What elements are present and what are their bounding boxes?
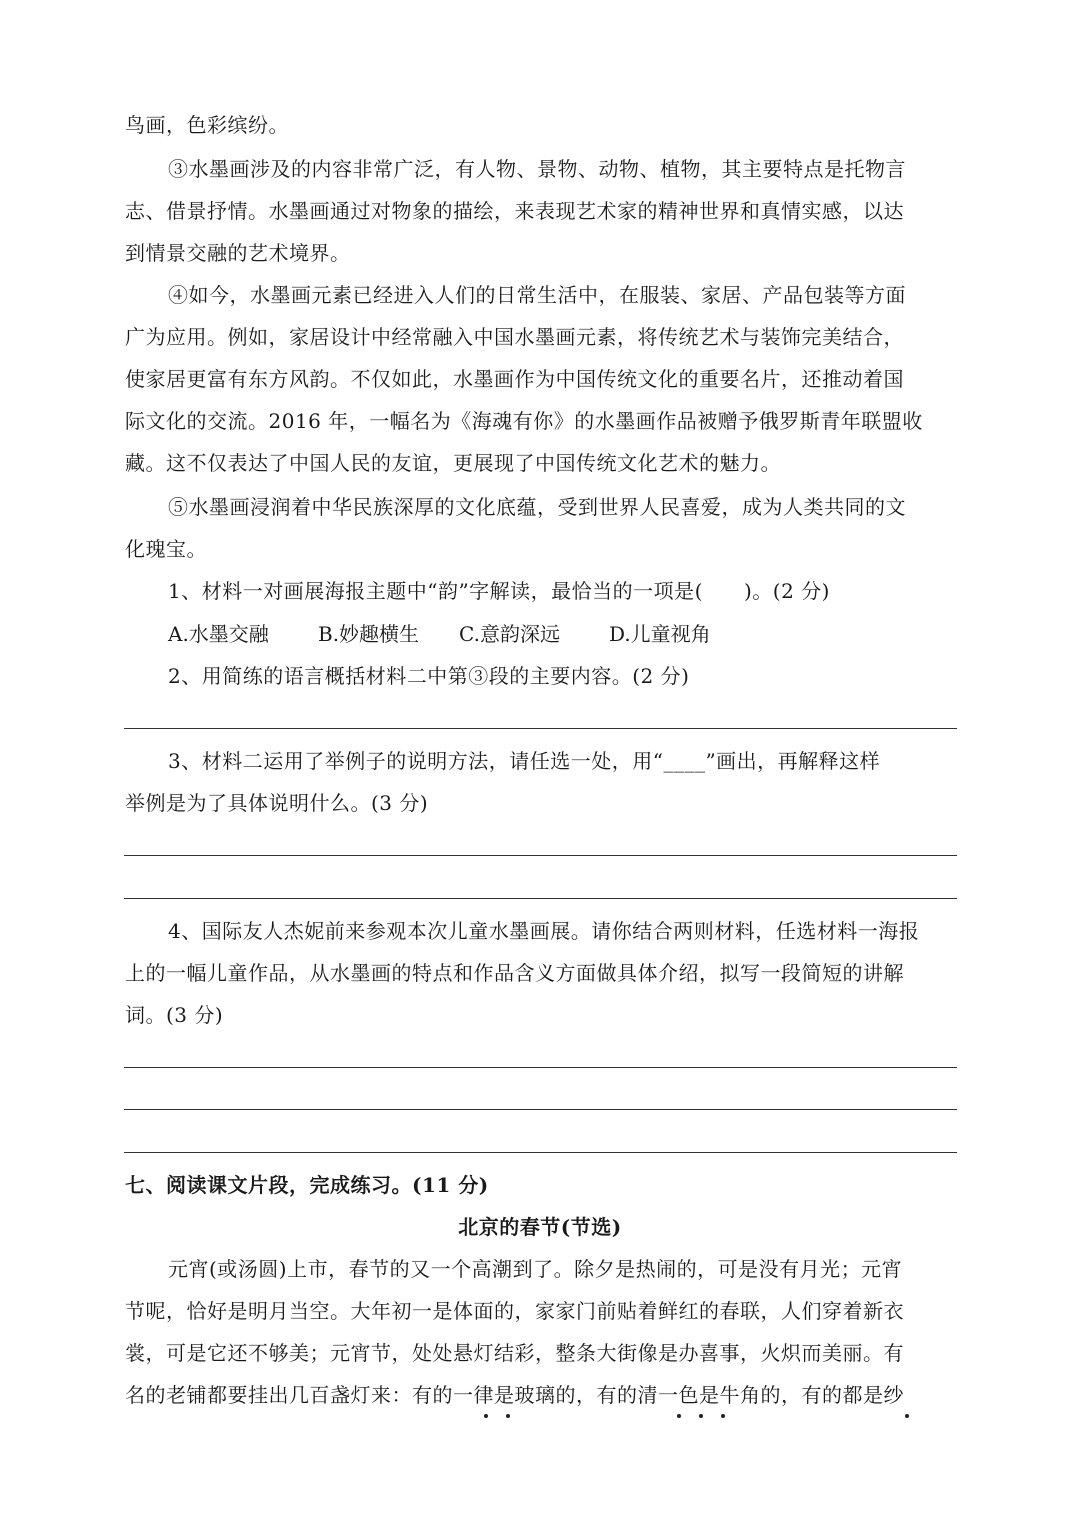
- passage-line-1: 元宵(或汤圆)上市，春节的又一个高潮到了。除夕是热闹的，可是没有月光；元宵: [168, 1257, 903, 1281]
- option-a[interactable]: A.水墨交融: [168, 622, 269, 646]
- passage-line-3: 裳，可是它还不够美；元宵节，处处悬灯结彩，整条大街像是办喜事，火炽而美丽。有: [125, 1341, 904, 1365]
- emphasis-dot: [677, 1414, 681, 1418]
- passage-line-4: 名的老铺都要挂出几百盏灯来：有的一律是玻璃的，有的清一色是牛角的，有的都是纱: [125, 1383, 904, 1407]
- paragraph-5-line-1: ⑤水墨画浸润着中华民族深厚的文化底蕴，受到世界人民喜爱，成为人类共同的文: [168, 495, 906, 519]
- question-1-options: [168, 619, 711, 649]
- paragraph-3-line-3: 到情景交融的艺术境界。: [125, 241, 351, 265]
- option-b[interactable]: B.妙趣横生: [318, 622, 420, 646]
- emphasis-dot: [484, 1414, 488, 1418]
- question-4-answer-line-1[interactable]: [124, 1067, 957, 1068]
- paragraph-4-line-2: 广为应用。例如，家居设计中经常融入中国水墨画元素，将传统艺术与装饰完美结合，: [125, 325, 904, 349]
- paragraph-4-line-3: 使家居更富有东方风韵。不仅如此，水墨画作为中国传统文化的重要名片，还推动着国: [125, 367, 904, 391]
- question-1: 1、材料一对画展海报主题中“韵”字解读，最恰当的一项是( )。(2 分): [168, 579, 830, 603]
- passage-line-2: 节呢，恰好是明月当空。大年初一是体面的，家家门前贴着鲜红的春联，人们穿着新衣: [125, 1299, 904, 1323]
- option-d[interactable]: D.儿童视角: [609, 622, 711, 646]
- paragraph-4-line-4: 际文化的交流。2016 年，一幅名为《海魂有你》的水墨画作品被赠予俄罗斯青年联盟收: [125, 409, 923, 433]
- question-4-line-1: 4、国际友人杰妮前来参观本次儿童水墨画展。请你结合两则材料，任选材料一海报: [168, 919, 920, 943]
- question-3-answer-line-2[interactable]: [124, 898, 957, 899]
- emphasis-dot: [721, 1414, 725, 1418]
- passage-title: 北京的春节(节选): [458, 1215, 622, 1239]
- paragraph-4-line-1: ④如今，水墨画元素已经进入人们的日常生活中，在服装、家居、产品包装等方面: [168, 283, 906, 307]
- option-c[interactable]: C.意韵深远: [459, 622, 560, 646]
- paragraph-4-line-5: 藏。这不仅表达了中国人民的友谊，更展现了中国传统文化艺术的魅力。: [125, 451, 781, 475]
- emphasis-dot: [506, 1414, 510, 1418]
- question-4-answer-line-2[interactable]: [124, 1109, 957, 1110]
- paragraph-2-tail: 鸟画，色彩缤纷。: [125, 113, 289, 137]
- section-7-heading: 七、阅读课文片段，完成练习。(11 分): [125, 1173, 489, 1197]
- question-3-answer-line-1[interactable]: [124, 855, 957, 856]
- question-4-line-3: 词。(3 分): [125, 1003, 224, 1027]
- emphasis-dot: [905, 1414, 909, 1418]
- question-2-answer-line[interactable]: [124, 728, 957, 729]
- paragraph-3-line-1: ③水墨画涉及的内容非常广泛，有人物、景物、动物、植物，其主要特点是托物言: [168, 157, 906, 181]
- question-4-answer-line-3[interactable]: [124, 1152, 957, 1153]
- question-4-line-2: 上的一幅儿童作品，从水墨画的特点和作品含义方面做具体介绍，拟写一段简短的讲解: [125, 961, 904, 985]
- paragraph-5-line-2: 化瑰宝。: [125, 537, 207, 561]
- question-3-line-1: 3、材料二运用了举例子的说明方法，请任选一处，用“____”画出，再解释这样: [168, 749, 881, 773]
- paragraph-3-line-2: 志、借景抒情。水墨画通过对物象的描绘，来表现艺术家的精神世界和真情实感，以达: [125, 199, 904, 223]
- question-2: 2、用简练的语言概括材料二中第③段的主要内容。(2 分): [168, 664, 690, 688]
- emphasis-dot: [699, 1414, 703, 1418]
- question-3-line-2: 举例是为了具体说明什么。(3 分): [125, 791, 429, 815]
